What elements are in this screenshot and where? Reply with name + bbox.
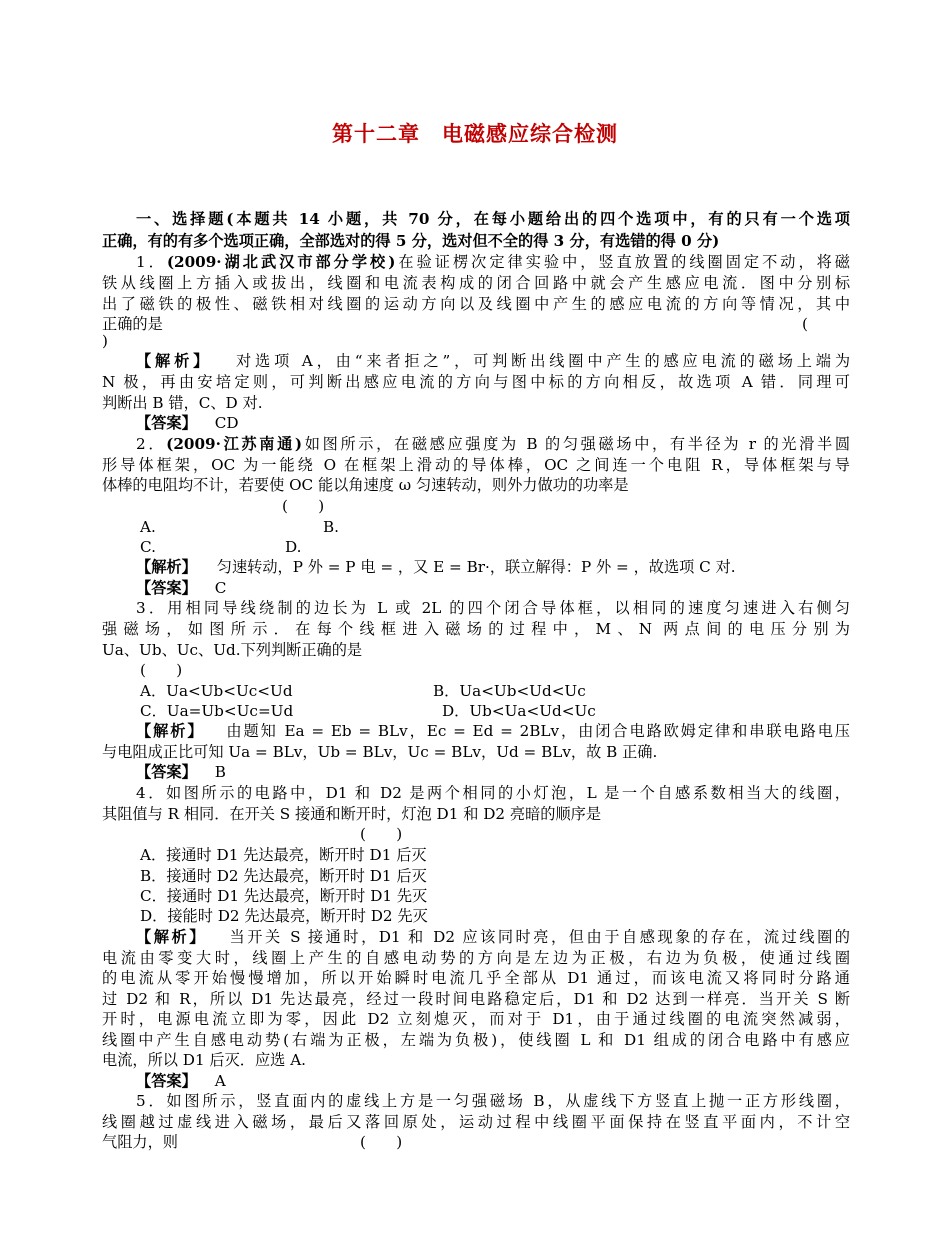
option-b: B.: [323, 518, 339, 536]
question-number: 4．: [136, 784, 166, 802]
question-5-line-1: [136, 1091, 850, 1111]
answer-value: CD: [214, 414, 239, 432]
option-d: D．Ub<Ua<Ud<Uc: [442, 702, 596, 720]
question-3-options-ab: [140, 681, 850, 701]
question-1-analysis-line-3: 判断出 B 错，C、D 对.: [102, 394, 263, 412]
answer-value: A: [214, 1072, 226, 1090]
option-c: C.: [140, 538, 156, 556]
option-c: C．接通时 D1 先达最亮，断开时 D1 先灭: [140, 887, 428, 905]
question-1-answer: [136, 413, 850, 433]
answer-paren: ( ): [140, 661, 183, 679]
question-1-analysis-line-2: N 极，再由安培定则，可判断出感应电流的方向与图中标的方向相反，故选项 A 错．同理可: [102, 373, 850, 391]
question-text: 正确的是: [102, 315, 163, 333]
question-1-line-3: 出了磁铁的极性、磁铁相对线圈的运动方向以及线圈中产生的感应电流的方向等情况，其中: [102, 295, 850, 313]
question-2-answer: [136, 578, 850, 598]
question-source: (2009·江苏南通): [166, 435, 303, 453]
option-b: B．接通时 D2 先达最亮，断开时 D1 后灭: [140, 867, 427, 885]
answer-paren-close: ): [102, 332, 108, 350]
option-a: A．Ua<Ub<Uc<Ud: [140, 682, 293, 700]
answer-tag: 【答案】: [136, 1072, 197, 1090]
question-2-options-ab: [140, 517, 850, 537]
chapter-title: 第十二章 电磁感应综合检测: [332, 122, 618, 146]
analysis-text: 匀速转动，P 外 = P 电 = ，又 E = Br·，联立解得：P 外 = ，故选项 C 对.: [216, 558, 736, 576]
question-text: 如图所示，竖直面内的虚线上方是一匀强磁场 B，从虚线下方竖直上抛一正方形线圈，: [166, 1092, 850, 1110]
question-2-options-cd: [140, 537, 850, 557]
question-4-analysis-line-3: 的电流从零开始慢慢增加，所以开始瞬时电流几乎全部从 D1 通过，而该电流又将同时分路通: [102, 969, 850, 987]
question-4-line-2: 其阻值与 R 相同．在开关 S 接通和断开时，灯泡 D1 和 D2 亮暗的顺序是: [102, 805, 602, 823]
answer-tag: 【答案】: [136, 414, 197, 432]
question-number: 1．: [136, 253, 167, 271]
analysis-tag: 【解析】: [136, 352, 213, 370]
question-1-line-1: [136, 252, 850, 272]
question-3-line-1: [136, 598, 850, 618]
option-a: A．接通时 D1 先达最亮，断开时 D1 后灭: [140, 846, 427, 864]
question-5-line-3: [102, 1132, 850, 1152]
answer-paren: ( ): [282, 497, 325, 515]
option-d: D.: [285, 538, 302, 556]
question-3-analysis-line-2: 与电阻成正比可知 Ua = BLv，Ub = BLv，Uc = BLv，Ud = BLv，故 B 正确.: [102, 743, 658, 761]
question-text: 如图所示，在磁感应强度为 B 的匀强磁场中，有半径为 r 的光滑半圆: [302, 435, 851, 453]
question-4-analysis-line-4: 过 D2 和 R，所以 D1 先达最亮，经过一段时间电路稳定后，D1 和 D2 达到一样亮．当开关 S 断: [102, 990, 850, 1008]
question-number: 5．: [136, 1092, 167, 1110]
answer-value: C: [214, 579, 227, 597]
question-3-options-cd: [140, 701, 850, 721]
question-2-analysis: [136, 557, 850, 577]
question-source: (2009·湖北武汉市部分学校): [166, 253, 396, 271]
option-c: C．Ua=Ub<Uc=Ud: [140, 702, 294, 720]
question-2-line-1: [136, 434, 850, 454]
question-4-answer: [136, 1071, 850, 1091]
question-text: 气阻力，则: [102, 1133, 178, 1151]
analysis-text: 对选项 A，由“来者拒之”，可判断出线圈中产生的感应电流的磁场上端为: [232, 352, 851, 370]
question-4-analysis-line-5: 开时，电源电流立即为零，因此 D2 立刻熄灭，而对于 D1，由于通过线圈的电流突然减弱，: [102, 1010, 850, 1028]
question-4-analysis-line-2: 电流由零变大时，线圈上产生的自感电动势的方向是左边为正极，右边为负极，使通过线圈: [102, 949, 850, 967]
analysis-tag: 【解析】: [136, 558, 197, 576]
question-1-analysis-line-1: [136, 351, 850, 371]
question-text: 在验证楞次定律实验中，竖直放置的线圈固定不动，将磁: [395, 253, 850, 271]
answer-paren-open: (: [802, 315, 808, 333]
question-4-line-1: [136, 783, 850, 803]
analysis-text: 当开关 S 接通时，D1 和 D2 应该同时亮，但由于自感现象的存在，流过线圈的: [226, 928, 850, 946]
question-text: 如图所示的电路中，D1 和 D2 是两个相同的小灯泡，L 是一个自感系数相当大的线圈，: [165, 784, 850, 802]
answer-paren: ( ): [360, 1133, 403, 1151]
question-3-line-3: Ua、Ub、Uc、Ud.下列判断正确的是: [102, 641, 363, 659]
question-text: 用相同导线绕制的边长为 L 或 2L 的四个闭合导体框，以相同的速度匀速进入右侧匀: [167, 599, 850, 617]
section-header-line-1: 一、选择题(本题共 14 小题，共 70 分，在每小题给出的四个选项中，有的只有一个选项: [136, 210, 850, 228]
question-number: 2．: [136, 435, 167, 453]
answer-tag: 【答案】: [136, 579, 197, 597]
question-4-analysis-line-6: 线圈中产生自感电动势(右端为正极，左端为负极)，使线圈 L 和 D1 组成的闭合电路中有感应: [102, 1031, 850, 1049]
answer-value: B: [214, 763, 226, 781]
answer-paren: ( ): [360, 825, 403, 843]
question-5-line-2: 线圈越过虚线进入磁场，最后又落回原处，运动过程中线圈平面保持在竖直平面内，不计空: [102, 1113, 850, 1131]
analysis-text: 由题知 Ea = Eb = BLv，Ec = Ed = 2BLv，由闭合电路欧姆定律和串联电路电压: [224, 722, 850, 740]
question-3-answer: [136, 762, 850, 782]
question-number: 3．: [136, 599, 168, 617]
question-1-line-2: 铁从线圈上方插入或拔出，线圈和电流表构成的闭合回路中就会产生感应电流．图中分别标: [102, 274, 850, 292]
option-b: B．Ua<Ub<Ud<Uc: [433, 682, 586, 700]
question-2-line-3: 体棒的电阻均不计，若要使 OC 能以角速度 ω 匀速转动，则外力做功的功率是: [102, 476, 629, 494]
analysis-tag: 【解析】: [136, 928, 207, 946]
question-3-line-2: 强磁场，如图所示．在每个线框进入磁场的过程中，M、N 两点间的电压分别为: [102, 620, 850, 638]
question-3-analysis-line-1: [136, 721, 850, 741]
question-4-analysis-line-7: 电流，所以 D1 后灭．应选 A.: [102, 1051, 306, 1069]
analysis-tag: 【解析】: [136, 722, 205, 740]
option-a: A.: [140, 518, 156, 536]
question-4-analysis-line-1: [136, 927, 850, 947]
answer-tag: 【答案】: [136, 763, 197, 781]
question-2-line-2: 形导体框架，OC 为一能绕 O 在框架上滑动的导体棒，OC 之间连一个电阻 R，导体框架与导: [102, 456, 850, 474]
option-d: D．接能时 D2 先达最亮，断开时 D2 先灭: [140, 907, 428, 925]
section-header-line-2: 正确，有的有多个选项正确，全部选对的得 5 分，选对但不全的得 3 分，有选错的得 0 分): [102, 232, 720, 250]
